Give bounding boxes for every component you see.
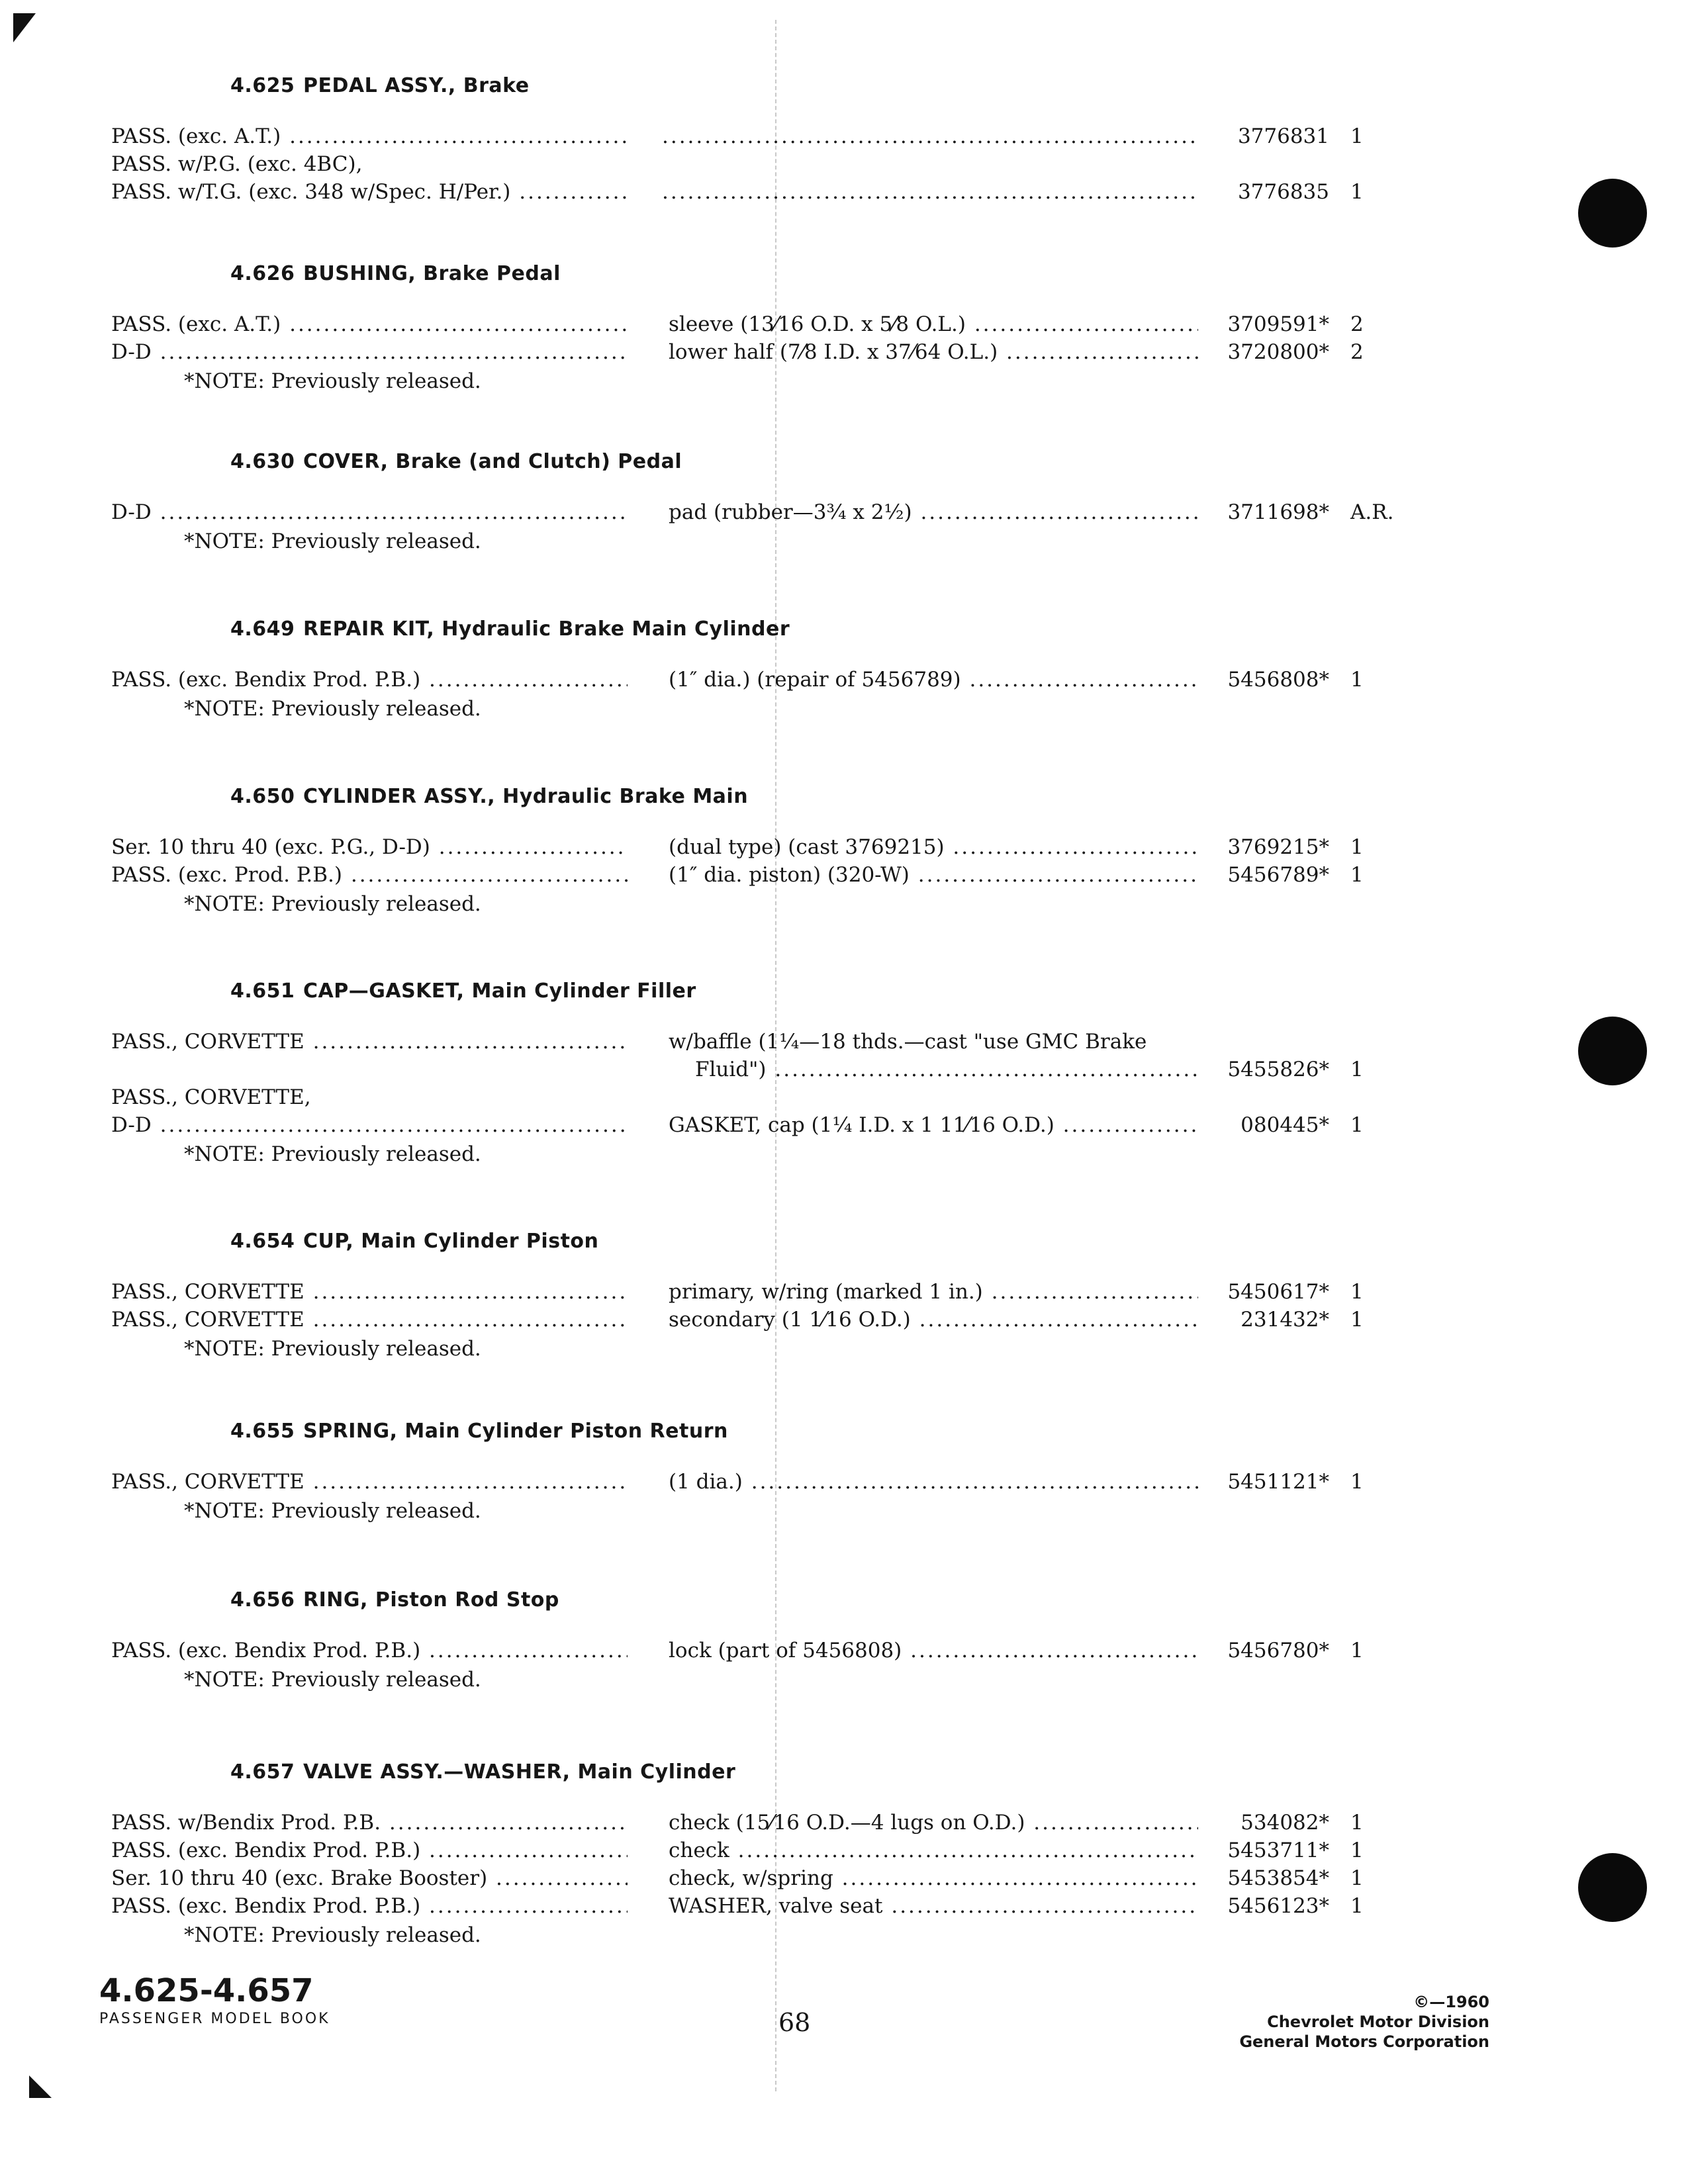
part-number: 3769215* xyxy=(1227,835,1329,859)
section-heading xyxy=(230,785,748,808)
quantity: 1 xyxy=(1350,1811,1364,1835)
part-row xyxy=(0,500,1688,529)
section-title: PEDAL ASSY., Brake xyxy=(303,74,530,97)
part-row xyxy=(0,668,1688,697)
description-text: (1 dia.) ..... xyxy=(669,1470,1198,1494)
corner-mark-bottom-left xyxy=(29,2075,52,2098)
quantity: 2 xyxy=(1350,340,1364,364)
quantity: A.R. xyxy=(1350,500,1394,524)
description-text: (1″ dia.) (repair of 5456789) ..... xyxy=(669,668,1198,692)
section-heading xyxy=(230,1760,735,1784)
application-text: D-D ..... xyxy=(111,500,628,524)
quantity: 1 xyxy=(1350,1280,1364,1304)
application-text: PASS., CORVETTE, xyxy=(111,1085,311,1109)
application-text: Ser. 10 thru 40 (exc. Brake Booster) ..... xyxy=(111,1866,628,1890)
application-text: PASS. w/P.G. (exc. 4BC), xyxy=(111,152,363,176)
part-row xyxy=(0,1866,1688,1895)
section-heading xyxy=(230,450,682,473)
part-number: 5450617* xyxy=(1227,1280,1329,1304)
application-text: PASS. (exc. A.T.) ..... xyxy=(111,124,628,148)
application-text: D-D ..... xyxy=(111,340,628,364)
part-number: 3709591* xyxy=(1227,312,1329,336)
application-text: PASS., CORVETTE ..... xyxy=(111,1280,628,1304)
section-heading xyxy=(230,1420,728,1443)
quantity: 1 xyxy=(1350,1839,1364,1862)
section-heading xyxy=(230,74,530,97)
quantity: 1 xyxy=(1350,1470,1364,1494)
quantity: 1 xyxy=(1350,1894,1364,1918)
section-note: *NOTE: Previously released. xyxy=(184,1923,481,1947)
description-text: w/baffle (1¼—18 thds.—cast "use GMC Brake xyxy=(669,1030,1147,1054)
part-number: 3711698* xyxy=(1227,500,1329,524)
part-number: 5456789* xyxy=(1227,863,1329,887)
description-text: WASHER, valve seat ..... xyxy=(669,1894,1198,1918)
part-number: 5456123* xyxy=(1227,1894,1329,1918)
part-row xyxy=(0,1085,1688,1115)
description-text: secondary (1 1⁄16 O.D.) ..... xyxy=(669,1308,1198,1332)
section-number: 4.651 xyxy=(230,979,295,1003)
part-row xyxy=(0,1639,1688,1668)
part-number: 5455826* xyxy=(1227,1058,1329,1081)
section-note: *NOTE: Previously released. xyxy=(184,1337,481,1361)
quantity: 1 xyxy=(1350,1058,1364,1081)
quantity: 1 xyxy=(1350,124,1364,148)
part-row xyxy=(0,1470,1688,1499)
quantity: 1 xyxy=(1350,180,1364,204)
part-row xyxy=(0,1058,1688,1087)
application-text: PASS. (exc. Bendix Prod. P.B.) ..... xyxy=(111,1839,628,1862)
description-text: check, w/spring ..... xyxy=(669,1866,1198,1890)
division-name: Chevrolet Motor Division xyxy=(1267,2013,1489,2031)
application-text: PASS., CORVETTE ..... xyxy=(111,1030,628,1054)
part-row xyxy=(0,863,1688,892)
section-note: *NOTE: Previously released. xyxy=(184,1499,481,1523)
description-text: Fluid") ..... xyxy=(695,1058,1198,1081)
section-heading xyxy=(230,617,790,641)
section-title: REPAIR KIT, Hydraulic Brake Main Cylinder xyxy=(303,617,790,641)
description-text: check (15⁄16 O.D.—4 lugs on O.D.) ..... xyxy=(669,1811,1198,1835)
quantity: 1 xyxy=(1350,1866,1364,1890)
description-text: primary, w/ring (marked 1 in.) ..... xyxy=(669,1280,1198,1304)
description-text xyxy=(662,180,1198,204)
section-note: *NOTE: Previously released. xyxy=(184,529,481,553)
part-number: 534082* xyxy=(1241,1811,1329,1835)
application-text: PASS. w/Bendix Prod. P.B. ..... xyxy=(111,1811,628,1835)
section-heading xyxy=(230,1588,559,1612)
section-note: *NOTE: Previously released. xyxy=(184,369,481,393)
description-text: GASKET, cap (1¼ I.D. x 1 11⁄16 O.D.) ..... xyxy=(669,1113,1198,1137)
section-title: BUSHING, Brake Pedal xyxy=(303,262,561,285)
application-text: PASS. (exc. A.T.) ..... xyxy=(111,312,628,336)
part-row xyxy=(0,124,1688,154)
section-title: SPRING, Main Cylinder Piston Return xyxy=(303,1420,728,1443)
description-text: (dual type) (cast 3769215) ..... xyxy=(669,835,1198,859)
copyright-year: ©—1960 xyxy=(1413,1993,1489,2011)
description-text: (1″ dia. piston) (320-W) ..... xyxy=(669,863,1198,887)
part-number: 5456808* xyxy=(1227,668,1329,692)
section-title: CYLINDER ASSY., Hydraulic Brake Main xyxy=(303,785,749,808)
application-text: PASS., CORVETTE ..... xyxy=(111,1470,628,1494)
description-text: check ..... xyxy=(669,1839,1198,1862)
section-number: 4.656 xyxy=(230,1588,295,1612)
section-number: 4.630 xyxy=(230,450,295,473)
application-text: PASS. (exc. Prod. P.B.) ..... xyxy=(111,863,628,887)
application-text: PASS. w/T.G. (exc. 348 w/Spec. H/Per.) ..... xyxy=(111,180,628,204)
copyright-block xyxy=(1239,1992,1489,2052)
section-heading xyxy=(230,979,696,1003)
part-number: 231432* xyxy=(1241,1308,1329,1332)
section-title: CAP—GASKET, Main Cylinder Filler xyxy=(303,979,696,1003)
section-note: *NOTE: Previously released. xyxy=(184,1668,481,1692)
part-number: 5453711* xyxy=(1227,1839,1329,1862)
section-number: 4.649 xyxy=(230,617,295,641)
part-row xyxy=(0,1308,1688,1337)
part-row xyxy=(0,1113,1688,1142)
part-row xyxy=(0,1811,1688,1840)
quantity: 1 xyxy=(1350,835,1364,859)
page-number: 68 xyxy=(778,2008,811,2037)
section-title: CUP, Main Cylinder Piston xyxy=(303,1230,599,1253)
section-title: VALVE ASSY.—WASHER, Main Cylinder xyxy=(303,1760,736,1784)
description-text: sleeve (13⁄16 O.D. x 5⁄8 O.L.) ..... xyxy=(669,312,1198,336)
section-number: 4.625 xyxy=(230,74,295,97)
section-heading xyxy=(230,1230,598,1253)
part-row xyxy=(0,312,1688,341)
section-note: *NOTE: Previously released. xyxy=(184,892,481,916)
section-note: *NOTE: Previously released. xyxy=(184,697,481,721)
corner-mark-top-left xyxy=(13,13,36,42)
part-row xyxy=(0,835,1688,864)
application-text: PASS. (exc. Bendix Prod. P.B.) ..... xyxy=(111,1894,628,1918)
part-number: 5453854* xyxy=(1227,1866,1329,1890)
part-row xyxy=(0,1030,1688,1059)
quantity: 1 xyxy=(1350,863,1364,887)
part-row xyxy=(0,1280,1688,1309)
application-text: D-D ..... xyxy=(111,1113,628,1137)
description-text: lower half (7⁄8 I.D. x 37⁄64 O.L.) ..... xyxy=(669,340,1198,364)
section-number: 4.657 xyxy=(230,1760,295,1784)
part-row xyxy=(0,152,1688,181)
description-text: pad (rubber—3¾ x 2½) ..... xyxy=(669,500,1198,524)
application-text: PASS. (exc. Bendix Prod. P.B.) ..... xyxy=(111,1639,628,1662)
corporation-name: General Motors Corporation xyxy=(1239,2032,1489,2051)
quantity: 1 xyxy=(1350,1113,1364,1137)
part-row xyxy=(0,180,1688,209)
quantity: 1 xyxy=(1350,668,1364,692)
part-number: 3776835 xyxy=(1237,180,1329,204)
part-row xyxy=(0,340,1688,369)
section-number: 4.655 xyxy=(230,1420,295,1443)
section-number: 4.654 xyxy=(230,1230,295,1253)
part-number: 5451121* xyxy=(1227,1470,1329,1494)
application-text: PASS., CORVETTE ..... xyxy=(111,1308,628,1332)
quantity: 1 xyxy=(1350,1639,1364,1662)
section-title: RING, Piston Rod Stop xyxy=(303,1588,559,1612)
section-heading xyxy=(230,262,561,285)
part-number: 5456780* xyxy=(1227,1639,1329,1662)
part-row xyxy=(0,1839,1688,1868)
part-number: 080445* xyxy=(1241,1113,1329,1137)
section-number: 4.626 xyxy=(230,262,295,285)
footer-range: 4.625-4.657 xyxy=(99,1972,314,2009)
quantity: 2 xyxy=(1350,312,1364,336)
quantity: 1 xyxy=(1350,1308,1364,1332)
section-title: COVER, Brake (and Clutch) Pedal xyxy=(303,450,682,473)
section-note: *NOTE: Previously released. xyxy=(184,1142,481,1166)
application-text: PASS. (exc. Bendix Prod. P.B.) ..... xyxy=(111,668,628,692)
part-number: 3776831 xyxy=(1237,124,1329,148)
part-number: 3720800* xyxy=(1227,340,1329,364)
description-text xyxy=(662,124,1198,148)
application-text: Ser. 10 thru 40 (exc. P.G., D-D) ..... xyxy=(111,835,628,859)
section-number: 4.650 xyxy=(230,785,295,808)
part-row xyxy=(0,1894,1688,1923)
description-text: lock (part of 5456808) ..... xyxy=(669,1639,1198,1662)
footer-book-title: PASSENGER MODEL BOOK xyxy=(99,2011,330,2027)
